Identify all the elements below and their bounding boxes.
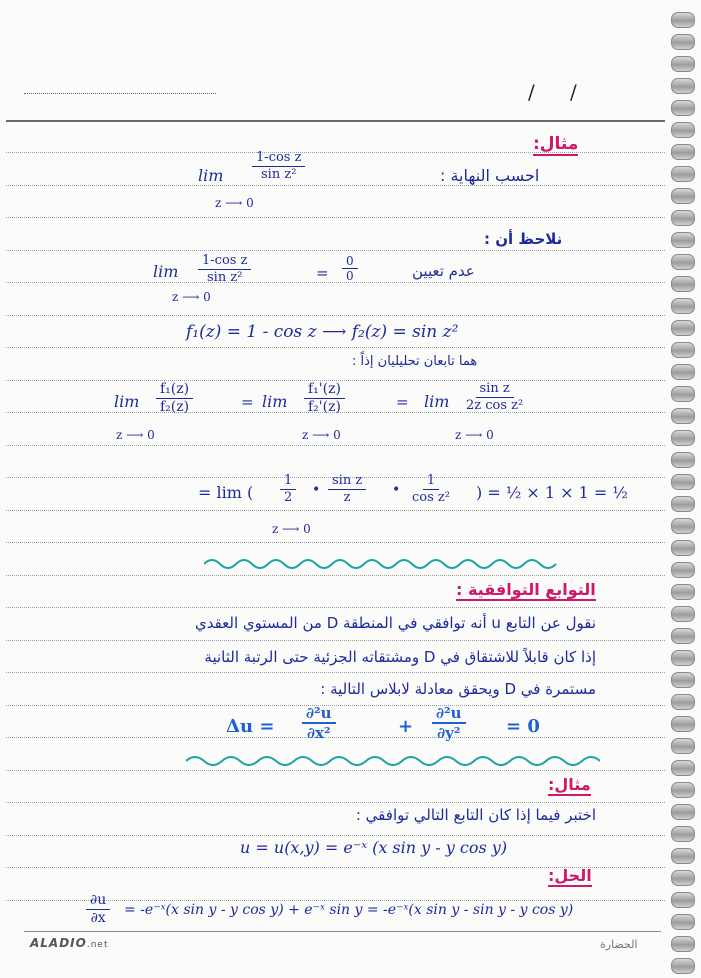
denominator: cos z²	[412, 489, 450, 505]
numerator: f₁(z)	[156, 381, 193, 399]
spiral-ring	[671, 254, 695, 270]
spiral-ring	[671, 408, 695, 424]
result-open: = lim (	[198, 483, 254, 502]
rule-line	[6, 835, 665, 836]
spiral-ring	[671, 56, 695, 72]
spiral-ring	[671, 34, 695, 50]
footer-watermark: الحضارة	[600, 938, 638, 951]
rule-line	[6, 802, 665, 803]
spiral-ring	[671, 694, 695, 710]
date-slash: /	[528, 80, 535, 104]
spiral-ring	[671, 584, 695, 600]
numerator: ∂²u	[302, 704, 336, 724]
numerator: 1	[280, 473, 296, 490]
denominator: 2	[284, 489, 293, 505]
holomorphic-note: هما تابعان تحليليان إذاً :	[352, 354, 478, 369]
footer-rule	[24, 931, 661, 932]
example-prompt: احسب النهاية :	[440, 166, 540, 185]
spiral-ring	[671, 122, 695, 138]
numerator: sin z	[328, 473, 366, 490]
denominator: sin z²	[207, 269, 243, 285]
spiral-ring	[671, 958, 695, 974]
numerator: ∂u	[86, 892, 110, 910]
rule-line	[6, 542, 665, 543]
observe-label: نلاحظ أن :	[484, 230, 563, 248]
fraction	[280, 473, 296, 505]
plus-sign: +	[398, 716, 414, 737]
definition-line: مستمرة في D ويحقق معادلة لابلاس التالية :	[320, 680, 596, 698]
equals-zero: = 0	[506, 716, 540, 737]
denominator: ∂y²	[437, 724, 461, 742]
derivative-expression: = -e⁻ˣ(x sin y - y cos y) + e⁻ˣ sin y = -e⁻ˣ(x sin y - sin y - y cos y)	[124, 902, 574, 918]
rule-line	[6, 445, 665, 446]
fraction	[432, 704, 466, 742]
fraction	[462, 381, 527, 413]
laplace-delta: Δu =	[226, 716, 275, 737]
spiral-ring	[671, 496, 695, 512]
spiral-ring	[671, 716, 695, 732]
spiral-ring	[671, 364, 695, 380]
spiral-ring	[671, 452, 695, 468]
spiral-ring	[671, 100, 695, 116]
lim-symbol: lim	[114, 392, 140, 411]
spiral-ring	[671, 430, 695, 446]
function-definition: u = u(x,y) = e⁻ˣ (x sin y - y cos y)	[240, 838, 508, 857]
spiral-ring	[671, 232, 695, 248]
equals: =	[396, 393, 409, 411]
denominator: z	[343, 489, 351, 505]
equals: =	[316, 264, 329, 282]
limit-subscript: z ⟶ 0	[302, 428, 341, 442]
numerator: sin z	[476, 381, 514, 398]
rule-line	[6, 607, 665, 608]
solution-title: الحل:	[548, 866, 592, 885]
spiral-ring	[671, 78, 695, 94]
spiral-ring	[671, 540, 695, 556]
logo-suffix: .net	[86, 940, 109, 950]
numerator: 1	[423, 473, 439, 490]
rule-line	[6, 737, 665, 738]
rule-line	[6, 315, 665, 316]
rule-line	[6, 672, 665, 673]
spiral-ring	[671, 870, 695, 886]
denominator: 2z cos z²	[466, 397, 524, 413]
header-rule	[6, 120, 665, 122]
limit-subscript: z ⟶ 0	[215, 196, 254, 210]
indeterminate-note: عدم تعيين	[412, 262, 475, 280]
denominator: sin z²	[261, 166, 297, 182]
fraction	[328, 473, 366, 505]
multiply-dot: •	[312, 482, 321, 498]
date-dotted-line	[24, 93, 216, 94]
spiral-ring	[671, 166, 695, 182]
multiply-dot: •	[392, 482, 401, 498]
numerator: ∂²u	[432, 704, 466, 724]
denominator: f₂'(z)	[308, 398, 341, 415]
fraction	[252, 150, 305, 182]
rule-line	[6, 217, 665, 218]
rule-line	[6, 510, 665, 511]
equals: =	[241, 393, 254, 411]
fraction	[408, 473, 454, 505]
spiral-ring	[671, 804, 695, 820]
definition-line: إذا كان قابلاً للاشتقاق في D ومشتقاته الجزئية حتى الرتبة الثانية	[204, 648, 596, 666]
limit-subscript: z ⟶ 0	[272, 522, 311, 536]
spiral-ring	[671, 12, 695, 28]
fraction	[86, 892, 110, 927]
lim-symbol: lim	[153, 262, 179, 281]
spiral-ring	[671, 210, 695, 226]
spiral-ring	[671, 826, 695, 842]
logo-text: ALADIO	[30, 936, 87, 950]
spiral-ring	[671, 760, 695, 776]
functions-definition: f₁(z) = 1 - cos z ⟶ f₂(z) = sin z²	[186, 322, 459, 342]
fraction	[302, 704, 336, 742]
denominator: ∂x²	[306, 724, 331, 742]
spiral-ring	[671, 342, 695, 358]
watermark-logo	[30, 936, 109, 950]
lim-symbol: lim	[198, 166, 224, 185]
date-slash: /	[570, 80, 577, 104]
denominator: ∂x	[90, 909, 106, 926]
fraction	[156, 381, 193, 416]
rule-line	[6, 185, 665, 186]
numerator: 1-cos z	[252, 150, 305, 167]
spiral-ring	[671, 672, 695, 688]
spiral-ring	[671, 320, 695, 336]
rule-line	[6, 575, 665, 576]
denominator: 0	[346, 269, 354, 284]
denominator: f₂(z)	[160, 398, 190, 415]
limit-subscript: z ⟶ 0	[455, 428, 494, 442]
spiral-ring	[671, 738, 695, 754]
limit-subscript: z ⟶ 0	[172, 290, 211, 304]
fraction	[198, 253, 251, 285]
section-title: التوابع التوافقية :	[456, 580, 596, 599]
rule-line	[6, 347, 665, 348]
rule-line	[6, 770, 665, 771]
wavy-divider	[186, 754, 600, 768]
numerator: f₁'(z)	[304, 381, 345, 399]
zero-over-zero	[342, 254, 358, 284]
spiral-ring	[671, 848, 695, 864]
example-title: مثال:	[548, 775, 591, 794]
spiral-ring	[671, 606, 695, 622]
spiral-ring	[671, 562, 695, 578]
spiral-ring	[671, 518, 695, 534]
spiral-ring	[671, 474, 695, 490]
rule-line	[6, 640, 665, 641]
definition-line: نقول عن التابع u أنه توافقي في المنطقة D من المستوي العقدي	[194, 614, 596, 632]
rule-line	[6, 705, 665, 706]
numerator: 1-cos z	[198, 253, 251, 270]
limit-subscript: z ⟶ 0	[116, 428, 155, 442]
spiral-ring	[671, 782, 695, 798]
lim-symbol: lim	[262, 392, 288, 411]
spiral-ring	[671, 386, 695, 402]
spiral-ring	[671, 276, 695, 292]
lim-symbol: lim	[424, 392, 450, 411]
rule-line	[6, 282, 665, 283]
spiral-ring	[671, 298, 695, 314]
spiral-ring	[671, 188, 695, 204]
spiral-ring	[671, 936, 695, 952]
result-tail: ) = ½ × 1 × 1 = ½	[476, 483, 628, 502]
spiral-binding	[671, 12, 697, 972]
numerator: 0	[342, 254, 358, 269]
fraction	[304, 381, 345, 416]
example-prompt: اختبر فيما إذا كان التابع التالي توافقي :	[355, 806, 596, 824]
spiral-ring	[671, 914, 695, 930]
spiral-ring	[671, 628, 695, 644]
spiral-ring	[671, 892, 695, 908]
rule-line	[6, 250, 665, 251]
example-title: مثال:	[533, 134, 579, 154]
spiral-ring	[671, 650, 695, 666]
wavy-divider	[204, 557, 560, 571]
spiral-ring	[671, 144, 695, 160]
